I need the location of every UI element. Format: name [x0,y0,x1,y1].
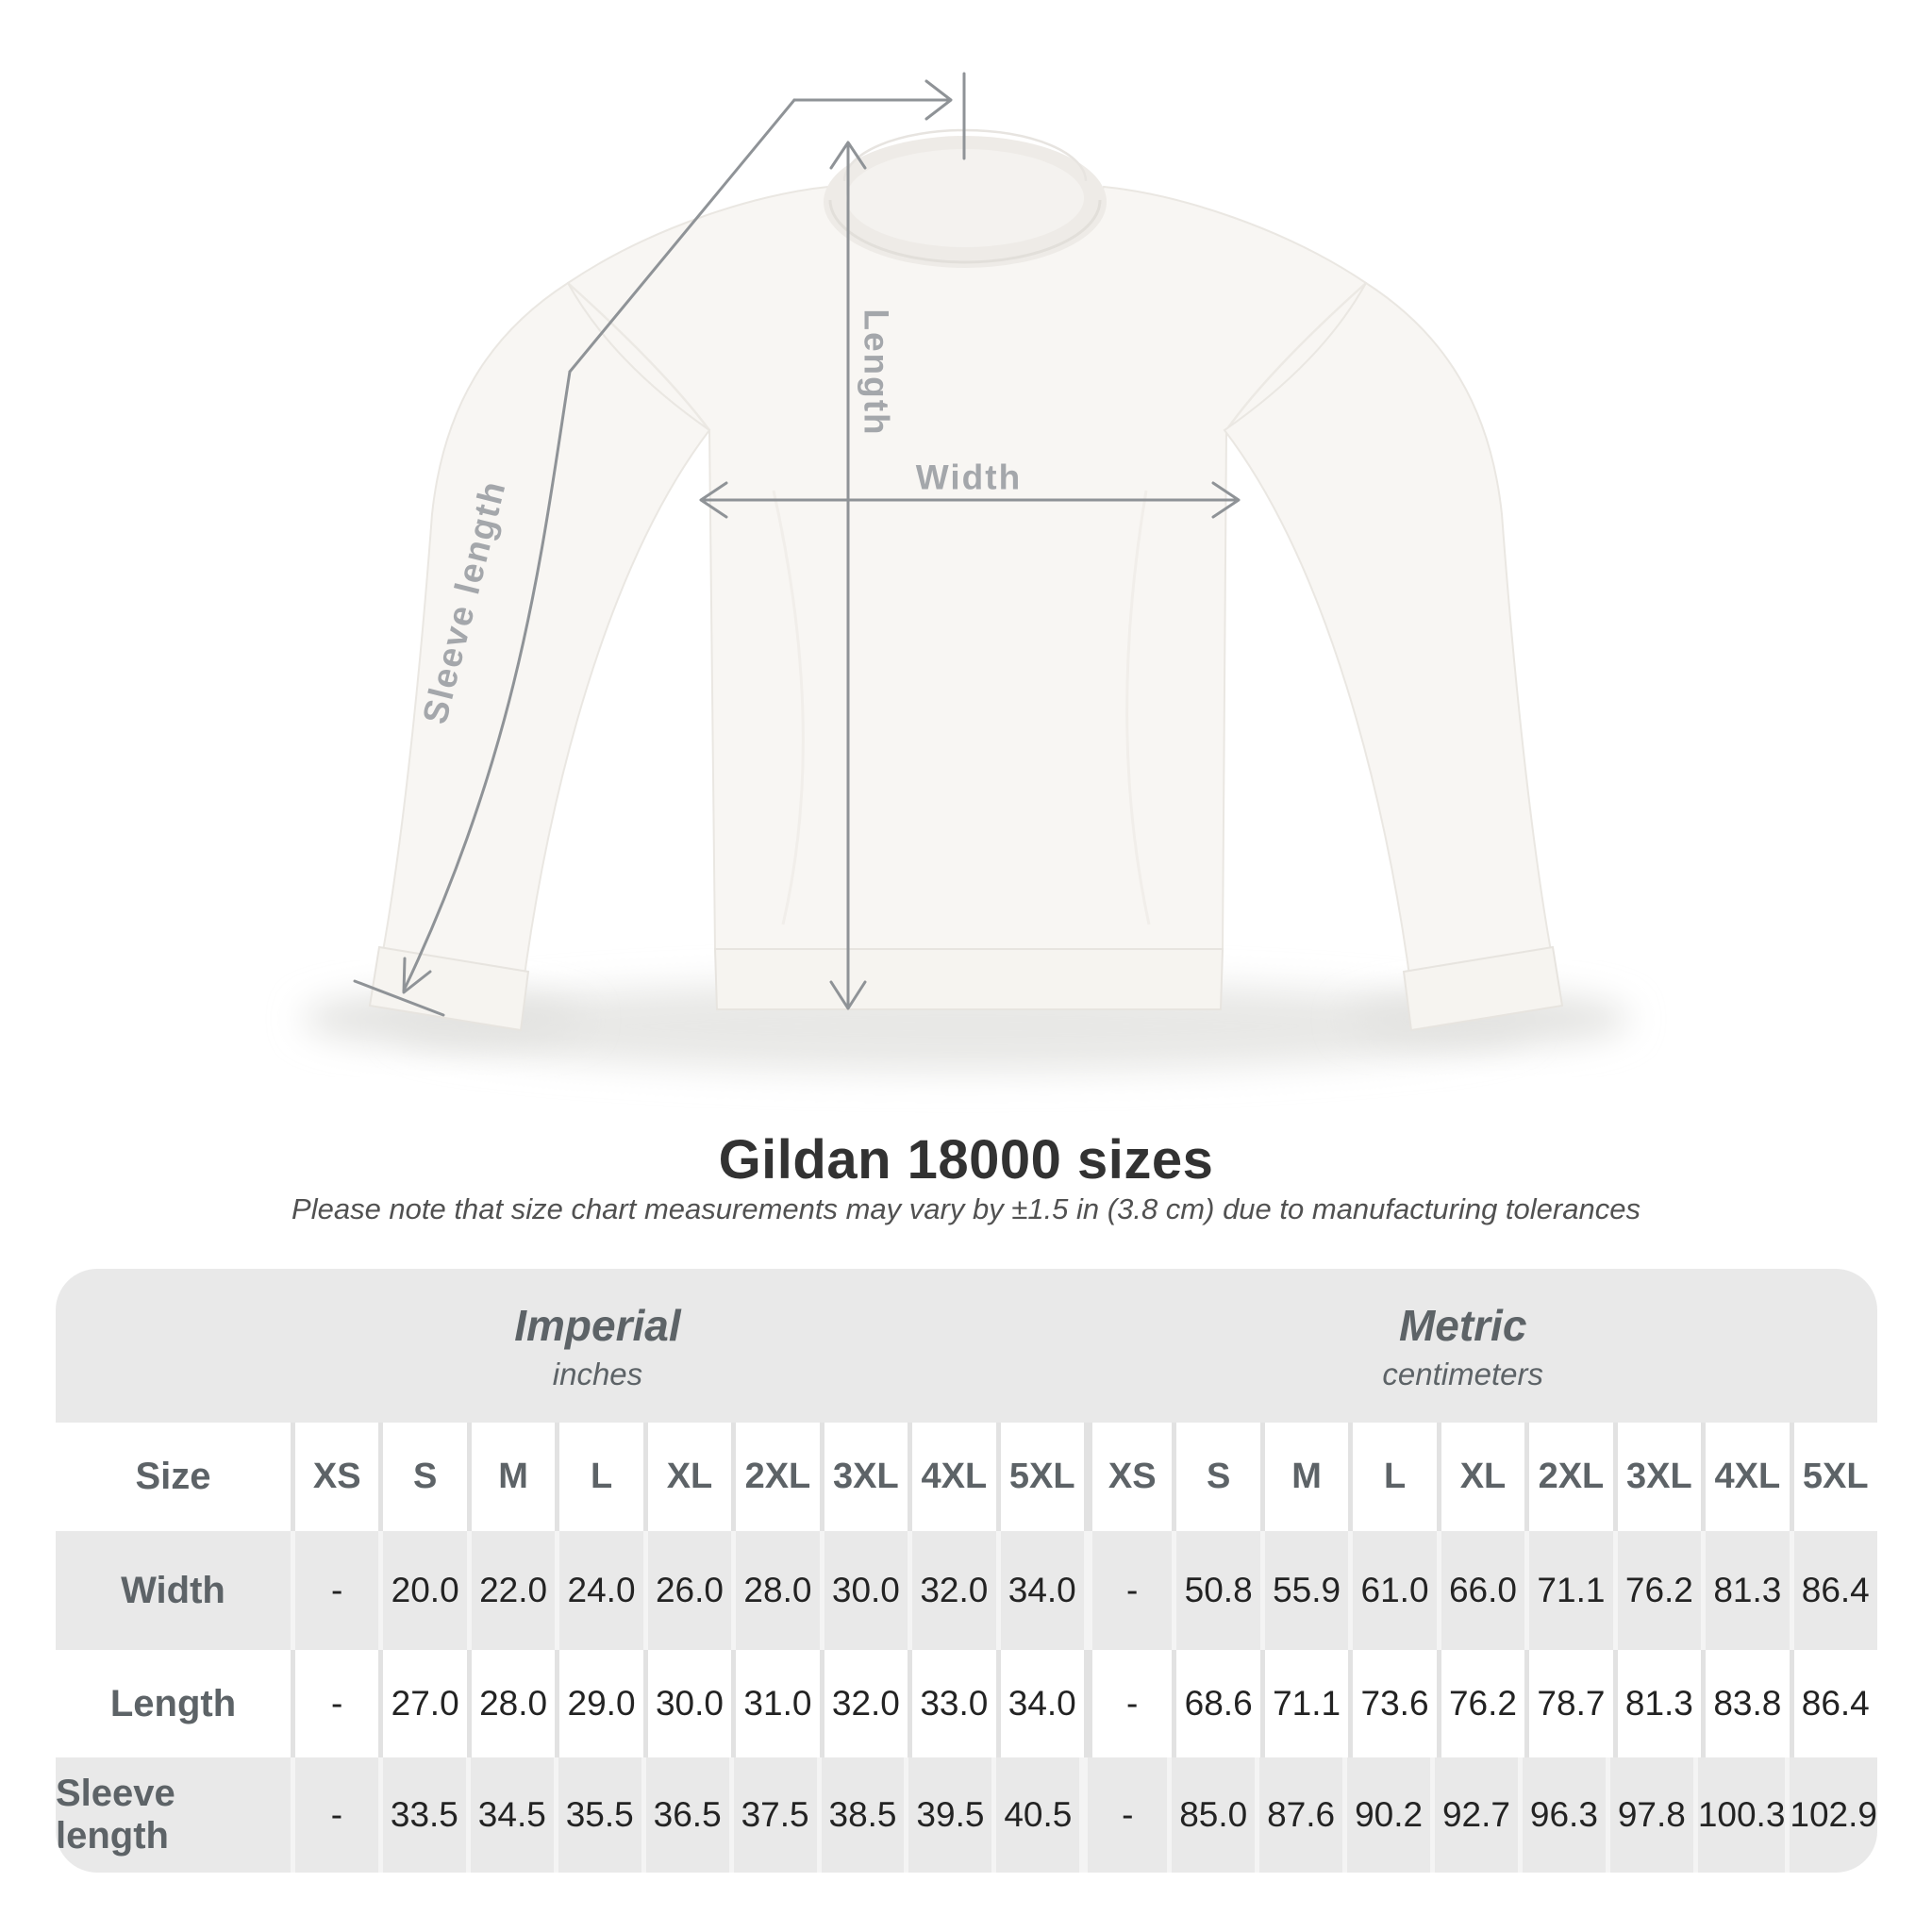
value-cell: 31.0 [731,1650,819,1757]
value-cell: 83.8 [1701,1650,1789,1757]
value-cell: - [291,1531,378,1650]
value-cell: 24.0 [555,1531,642,1650]
row-label-cell: Sleeve length [56,1773,175,1857]
value-cell: 66.0 [1437,1531,1524,1650]
size-header-cell: XL [643,1423,731,1531]
value-cell: - [291,1757,378,1873]
value-cell: 33.0 [908,1650,995,1757]
value-cell: - [1079,1757,1167,1873]
unit-header-band [56,1269,1877,1423]
length-label: Length [857,308,896,437]
row-label-cell: Size [135,1456,211,1497]
size-header-cell: 3XL [820,1423,908,1531]
size-header-cell: M [1260,1423,1348,1531]
value-cell: 35.5 [554,1757,641,1873]
value-cell: - [1084,1650,1172,1757]
size-header-cell: 4XL [908,1423,995,1531]
table-row [56,1757,1877,1873]
size-header-cell: 3XL [1613,1423,1701,1531]
value-cell: - [1084,1531,1172,1650]
metric-section-header [1140,1269,1787,1423]
value-cell: 100.3 [1693,1757,1786,1873]
size-header-cell: 5XL [996,1423,1084,1531]
size-header-cell: XS [1084,1423,1172,1531]
value-cell: 92.7 [1430,1757,1518,1873]
value-cell: 40.5 [991,1757,1079,1873]
imperial-section-header [56,1269,1140,1423]
value-cell: 71.1 [1260,1650,1348,1757]
value-cell: 81.3 [1701,1531,1789,1650]
size-header-cell: S [378,1423,466,1531]
size-header-cell: S [1172,1423,1259,1531]
sweatshirt-image [302,130,1630,1072]
value-cell: 34.0 [996,1650,1084,1757]
table-row [56,1531,1877,1650]
size-header-cell: 4XL [1701,1423,1789,1531]
value-cell: 30.0 [820,1531,908,1650]
value-cell: 28.0 [731,1531,819,1650]
value-cell: 39.5 [904,1757,991,1873]
value-cell: 27.0 [378,1650,466,1757]
value-cell: 33.5 [378,1757,466,1873]
value-cell: 20.0 [378,1531,466,1650]
size-table [56,1269,1877,1873]
value-cell: 90.2 [1342,1757,1430,1873]
tolerance-note: Please note that size chart measurements may vary by ±1.5 in (3.8 cm) due to manufacturing tolerances [291,1192,1641,1225]
metric-unit-label: centimeters [1382,1356,1543,1391]
value-cell: 36.5 [641,1757,729,1873]
size-table-grid [56,1423,1877,1873]
value-cell: 87.6 [1255,1757,1342,1873]
value-cell: 86.4 [1790,1531,1877,1650]
value-cell: 81.3 [1613,1650,1701,1757]
value-cell: 76.2 [1437,1650,1524,1757]
table-row [56,1423,1877,1531]
imperial-label: Imperial [514,1300,681,1350]
value-cell: 38.5 [817,1757,905,1873]
value-cell: 86.4 [1790,1650,1877,1757]
value-cell: 61.0 [1348,1531,1436,1650]
value-cell: 102.9 [1785,1757,1877,1873]
value-cell: 26.0 [643,1531,731,1650]
size-header-cell: L [555,1423,642,1531]
value-cell: 78.7 [1524,1650,1612,1757]
value-cell: 32.0 [820,1650,908,1757]
imperial-unit-label: inches [552,1356,643,1391]
size-header-cell: XS [291,1423,378,1531]
value-cell: - [291,1650,378,1757]
value-cell: 22.0 [467,1531,555,1650]
value-cell: 34.5 [466,1757,554,1873]
value-cell: 30.0 [643,1650,731,1757]
size-header-cell: XL [1437,1423,1524,1531]
size-header-cell: L [1348,1423,1436,1531]
value-cell: 50.8 [1172,1531,1259,1650]
value-cell: 68.6 [1172,1650,1259,1757]
value-cell: 85.0 [1167,1757,1255,1873]
page-title: Gildan 18000 sizes [718,1129,1214,1191]
value-cell: 34.0 [996,1531,1084,1650]
size-header-cell: M [467,1423,555,1531]
metric-label: Metric [1398,1300,1527,1350]
size-header-cell: 2XL [731,1423,819,1531]
width-label: Width [915,458,1023,497]
size-header-cell: 5XL [1790,1423,1877,1531]
value-cell: 76.2 [1613,1531,1701,1650]
value-cell: 29.0 [555,1650,642,1757]
value-cell: 71.1 [1524,1531,1612,1650]
table-row [56,1650,1877,1757]
value-cell: 97.8 [1606,1757,1693,1873]
size-header-cell: 2XL [1524,1423,1612,1531]
row-label-cell: Length [109,1682,237,1724]
row-label-cell: Width [121,1569,225,1611]
value-cell: 28.0 [467,1650,555,1757]
sleeve-length-label: Sleeve length [415,475,513,728]
value-cell: 96.3 [1518,1757,1606,1873]
value-cell: 32.0 [908,1531,995,1650]
value-cell: 37.5 [729,1757,817,1873]
value-cell: 55.9 [1260,1531,1348,1650]
value-cell: 73.6 [1348,1650,1436,1757]
